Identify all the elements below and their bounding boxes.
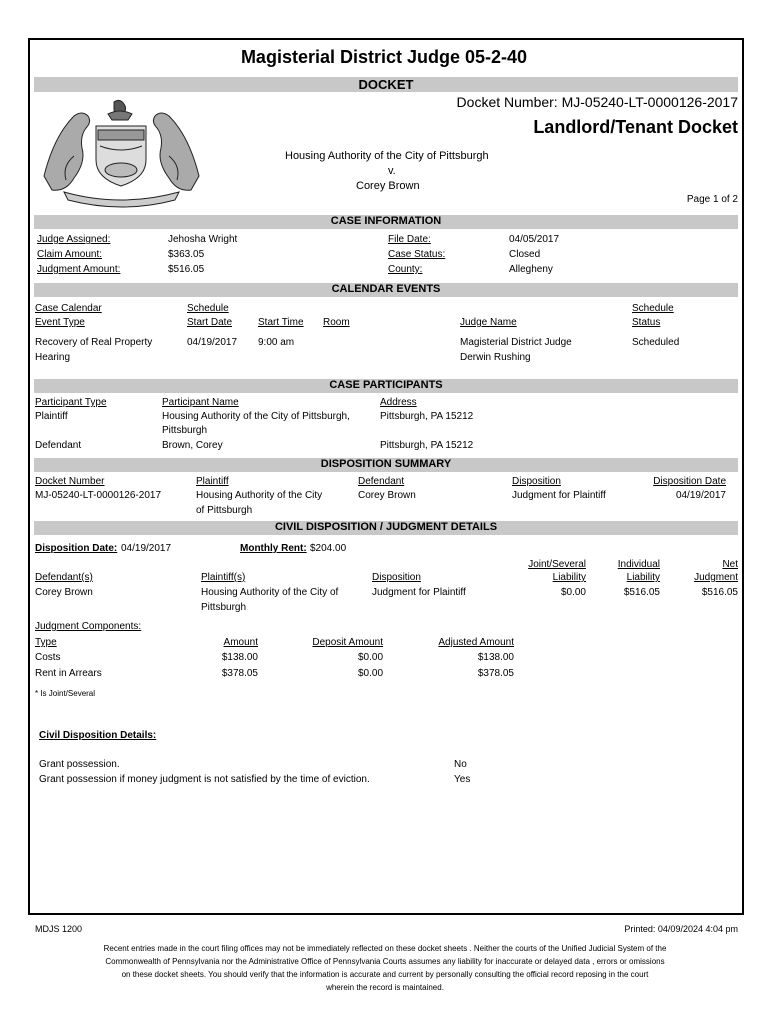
caption-v: v.	[388, 165, 396, 177]
disposition-summary-bar: DISPOSITION SUMMARY	[34, 458, 738, 472]
detail-value: Yes	[454, 774, 471, 785]
case-status-label: Case Status:	[388, 249, 446, 260]
col-schedule: Schedule	[187, 303, 229, 314]
col-judge-name: Judge Name	[460, 317, 517, 328]
col-participant-type: Participant Type	[35, 397, 107, 408]
file-date-value: 04/05/2017	[509, 234, 560, 245]
docket-type: Landlord/Tenant Docket	[533, 117, 738, 137]
event-start-date: 04/19/2017	[187, 337, 238, 348]
col-defendant: Defendant	[358, 476, 405, 487]
comp-col-adjusted: Adjusted Amount	[438, 637, 514, 648]
summary-plaintiff-line2: of Pittsburgh	[196, 505, 253, 516]
disclaimer-line: on these docket sheets. You should verify that the information is accurate and current by personally consulting the official record reposing in the court	[121, 970, 649, 979]
component-type: Costs	[35, 652, 61, 663]
col-civil-disposition: Disposition	[372, 572, 421, 583]
judgment-disposition: Judgment for Plaintiff	[372, 587, 466, 598]
summary-defendant: Corey Brown	[358, 490, 416, 501]
judgment-label: Judgment Amount:	[37, 264, 121, 275]
joint-note: * Is Joint/Several	[35, 689, 96, 698]
disclaimer-line: wherein the record is maintained.	[326, 983, 444, 992]
summary-plaintiff-line1: Housing Authority of the City	[196, 490, 323, 501]
comp-col-deposit: Deposit Amount	[312, 637, 383, 648]
event-judge-line1: Magisterial District Judge	[460, 337, 572, 348]
col-disposition: Disposition	[512, 476, 561, 487]
docket-number: Docket Number: MJ-05240-LT-0000126-2017	[456, 94, 738, 110]
summary-disposition: Judgment for Plaintiff	[512, 490, 606, 501]
col-case-calendar: Case Calendar	[35, 303, 102, 314]
judgment-defendant: Corey Brown	[35, 587, 93, 598]
event-status: Scheduled	[632, 337, 680, 348]
participant-name-line2: Pittsburgh	[162, 425, 208, 436]
participant-type: Plaintiff	[35, 411, 68, 422]
civil-details-label: Civil Disposition Details:	[39, 730, 157, 741]
judgment-individual-liability: $516.05	[623, 587, 660, 598]
judgment-plaintiff-line2: Pittsburgh	[201, 602, 247, 613]
col-defendants: Defendant(s)	[35, 572, 93, 583]
case-status-value: Closed	[509, 249, 541, 260]
pennsylvania-seal-icon	[34, 96, 209, 208]
participant-name: Brown, Corey	[162, 440, 223, 451]
disposition-date-label: Disposition Date:	[35, 543, 118, 554]
col-schedule-status-2: Status	[632, 317, 661, 328]
claim-value: $363.05	[168, 249, 205, 260]
caption-plaintiff: Housing Authority of the City of Pittsburgh	[285, 150, 489, 162]
event-type-line2: Hearing	[35, 352, 71, 363]
component-amount: $138.00	[221, 652, 258, 663]
col-docket-number: Docket Number	[35, 476, 105, 487]
judgment-components-label: Judgment Components:	[35, 621, 142, 632]
participant-address: Pittsburgh, PA 15212	[380, 411, 474, 422]
col-start-time: Start Time	[258, 317, 304, 328]
page-number: Page 1 of 2	[686, 194, 738, 205]
disclaimer-line: Commonwealth of Pennsylvania nor the Administrative Office of Pennsylvania Courts assumes any liability for inaccurate or delayed data , errors or omissions	[105, 957, 665, 966]
event-start-time: 9:00 am	[258, 337, 295, 348]
civil-disposition-bar: CIVIL DISPOSITION / JUDGMENT DETAILS	[34, 521, 738, 535]
printed-timestamp: Printed: 04/09/2024 4:04 pm	[624, 924, 738, 934]
event-judge-line2: Derwin Rushing	[460, 352, 531, 363]
court-title: Magisterial District Judge 05-2-40	[240, 47, 528, 67]
col-start-date: Start Date	[187, 317, 233, 328]
col-room: Room	[323, 317, 350, 328]
judge-label: Judge Assigned:	[37, 234, 111, 245]
component-adjusted: $138.00	[477, 652, 514, 663]
col-plaintiffs: Plaintiff(s)	[201, 572, 246, 583]
col-schedule-status-1: Schedule	[632, 303, 674, 314]
component-deposit: $0.00	[358, 668, 384, 679]
caption-defendant: Corey Brown	[356, 180, 420, 192]
participant-name-line1: Housing Authority of the City of Pittsburgh,	[162, 411, 350, 422]
judgment-plaintiff-line1: Housing Authority of the City of	[201, 587, 339, 598]
judgment-joint-liability: $0.00	[560, 587, 586, 598]
detail-text: Grant possession if money judgment is not satisfied by the time of eviction.	[39, 774, 370, 785]
col-disposition-date: Disposition Date	[653, 476, 726, 487]
detail-text: Grant possession.	[39, 759, 120, 770]
col-net-judgment-2: Judgment	[694, 572, 738, 583]
county-label: County:	[388, 264, 423, 275]
col-plaintiff: Plaintiff	[196, 476, 229, 487]
monthly-rent-label: Monthly Rent:	[240, 543, 307, 554]
disclaimer-line: Recent entries made in the court filing offices may not be immediately reflected on these docket sheets . Neither the courts of the Unified Judicial System of the	[103, 944, 667, 953]
judge-value: Jehosha Wright	[168, 234, 238, 245]
judgment-net: $516.05	[701, 587, 738, 598]
disposition-date-value: 04/19/2017	[121, 543, 172, 554]
comp-col-type: Type	[35, 637, 57, 648]
docket-bar: DOCKET	[34, 77, 738, 92]
comp-col-amount: Amount	[223, 637, 258, 648]
component-adjusted: $378.05	[477, 668, 514, 679]
summary-disposition-date: 04/19/2017	[675, 490, 726, 501]
calendar-events-bar: CALENDAR EVENTS	[34, 283, 738, 297]
summary-docket-number: MJ-05240-LT-0000126-2017	[35, 490, 162, 501]
detail-value: No	[454, 759, 467, 770]
col-individual-liability-1: Individual	[617, 559, 660, 570]
file-date-label: File Date:	[388, 234, 431, 245]
judgment-value: $516.05	[168, 264, 205, 275]
case-information-bar: CASE INFORMATION	[34, 215, 738, 229]
col-net-judgment-1: Net	[722, 559, 738, 570]
monthly-rent-value: $204.00	[310, 543, 347, 554]
col-event-type: Event Type	[35, 317, 85, 328]
component-amount: $378.05	[221, 668, 258, 679]
component-type: Rent in Arrears	[35, 668, 102, 679]
col-joint-liability-1: Joint/Several	[528, 559, 586, 570]
col-participant-name: Participant Name	[162, 397, 239, 408]
county-value: Allegheny	[509, 264, 553, 275]
form-id: MDJS 1200	[35, 924, 83, 934]
participant-address: Pittsburgh, PA 15212	[380, 440, 474, 451]
participant-type: Defendant	[35, 440, 82, 451]
col-address: Address	[380, 397, 417, 408]
col-individual-liability-2: Liability	[626, 572, 660, 583]
event-type-line1: Recovery of Real Property	[35, 337, 153, 348]
claim-label: Claim Amount:	[37, 249, 103, 260]
col-joint-liability-2: Liability	[552, 572, 586, 583]
case-participants-bar: CASE PARTICIPANTS	[34, 379, 738, 393]
component-deposit: $0.00	[358, 652, 384, 663]
